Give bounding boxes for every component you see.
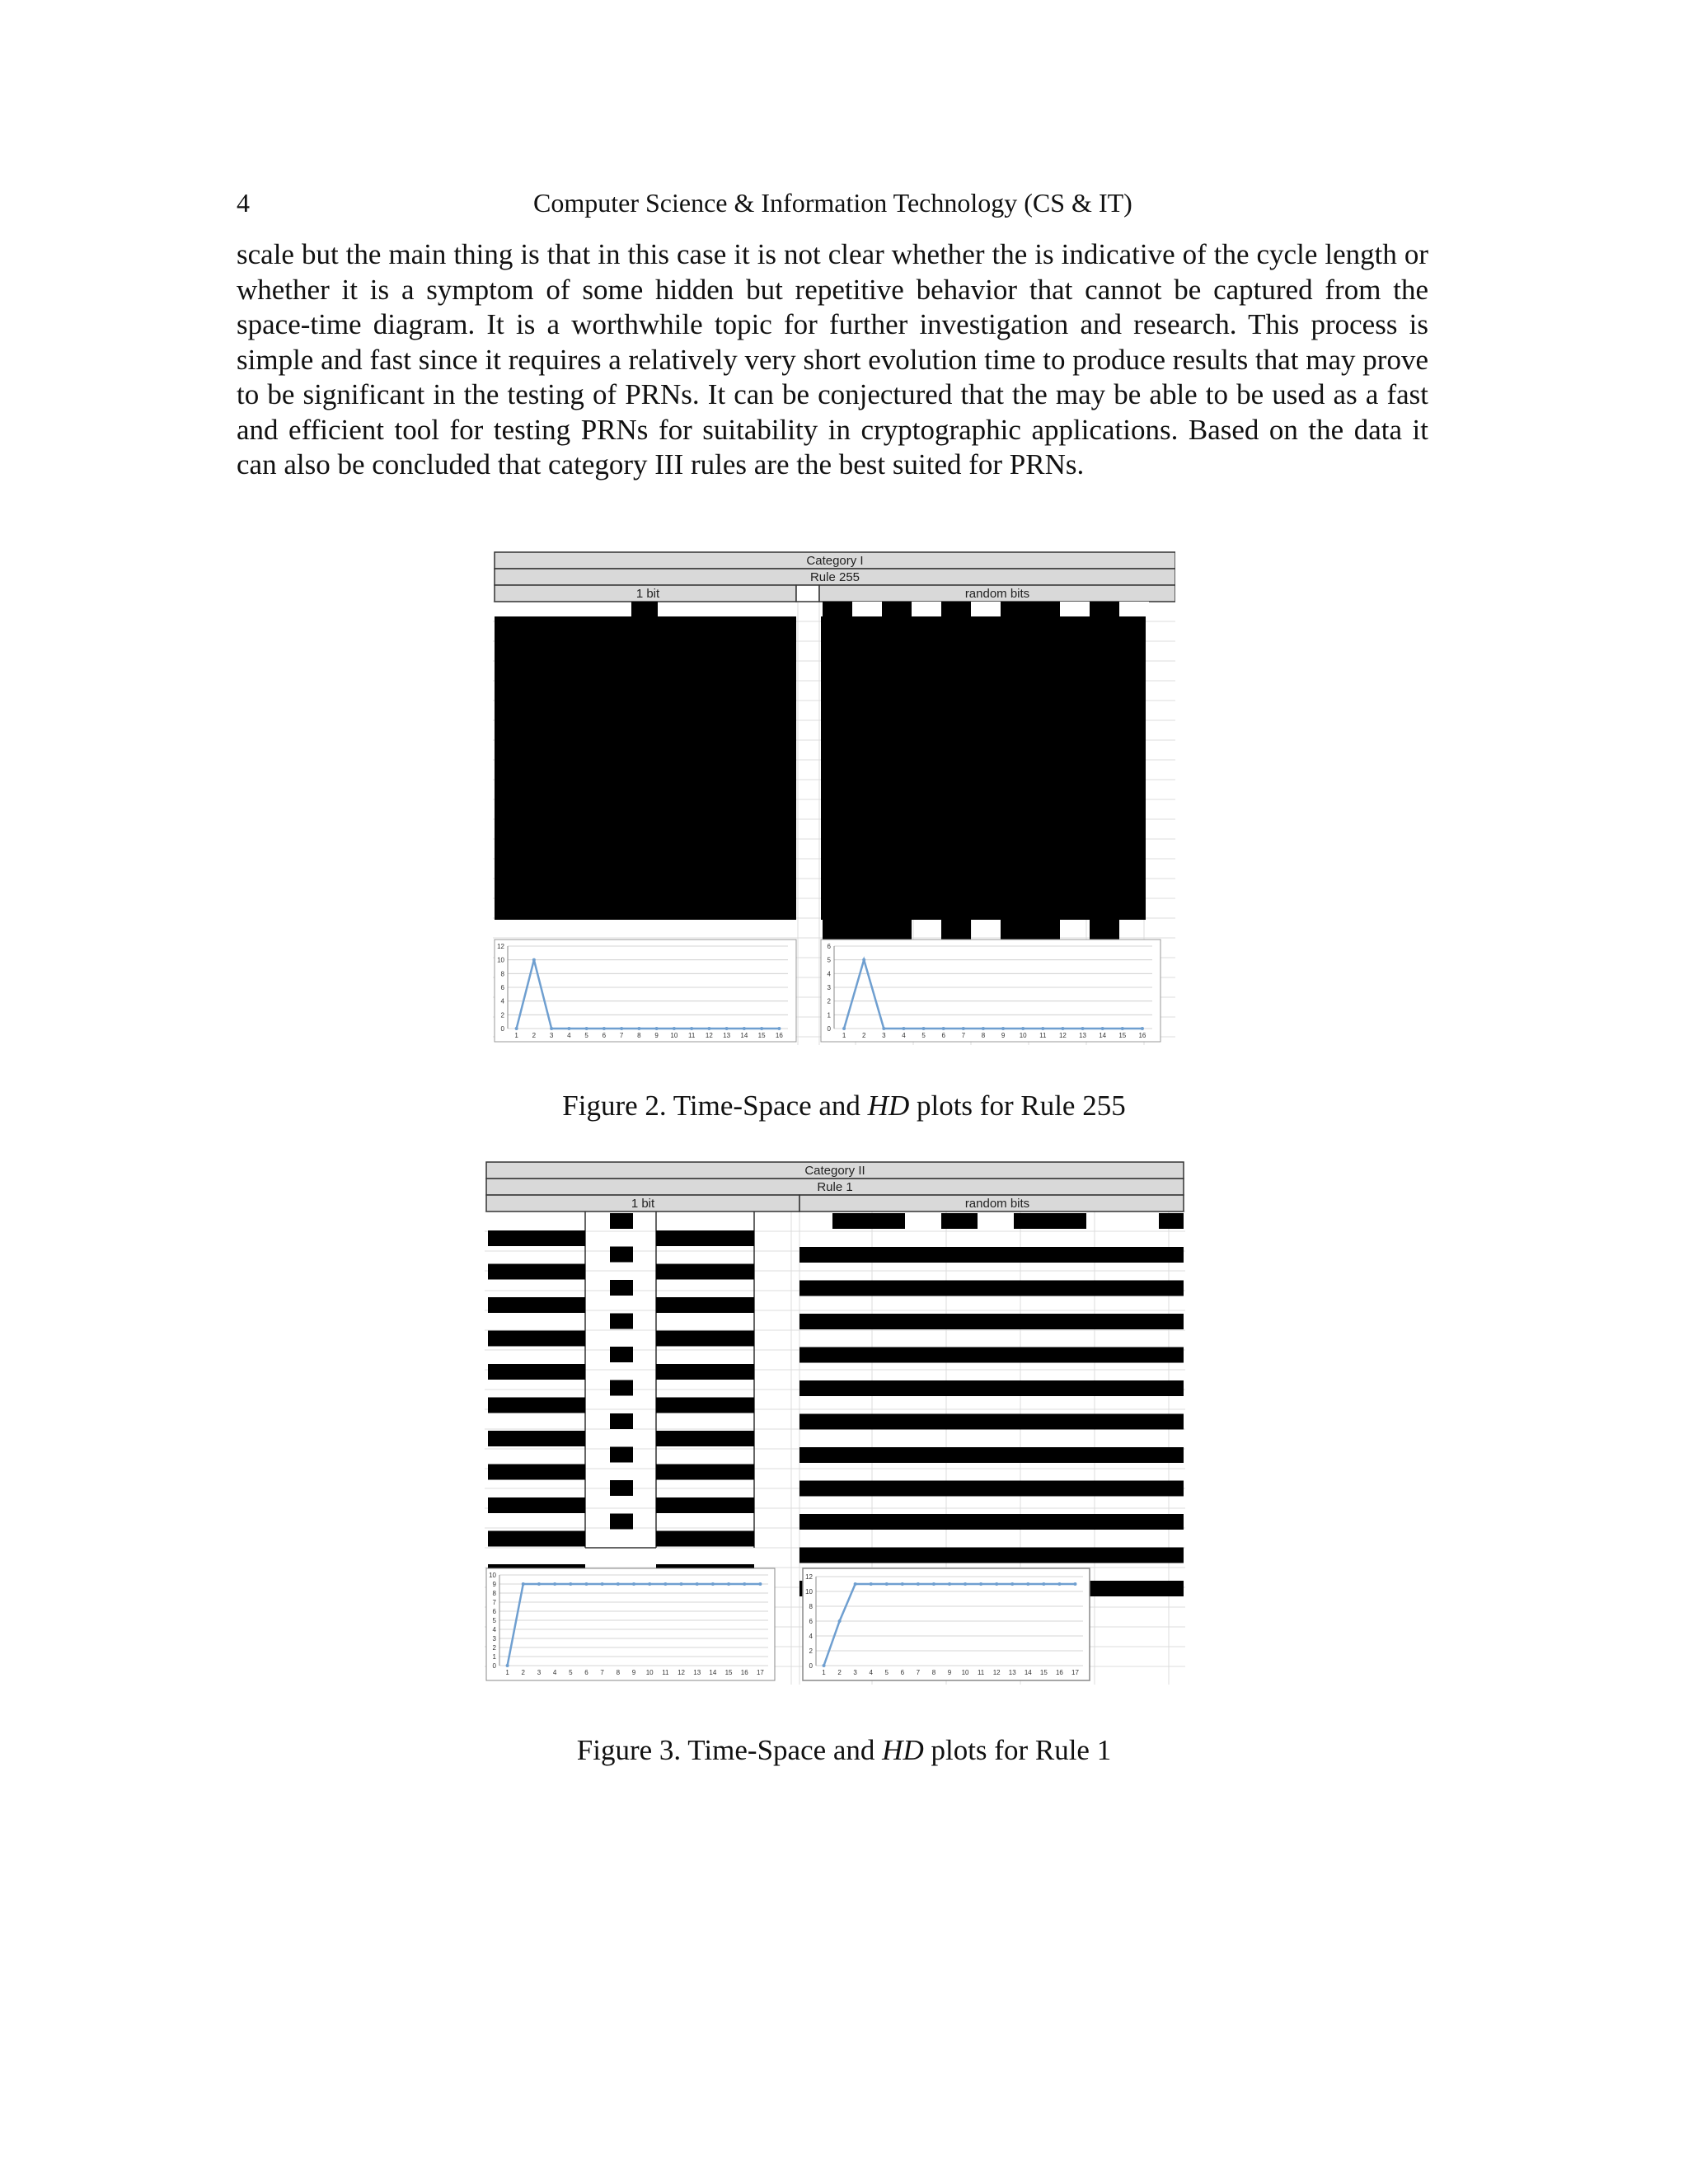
data-point [680, 1582, 683, 1586]
page-header [237, 183, 1428, 224]
data-point [758, 1582, 762, 1586]
x-tick-label: 3 [882, 1032, 886, 1039]
x-tick-label: 3 [537, 1669, 542, 1676]
data-point [777, 1027, 781, 1030]
x-tick-label: 15 [1039, 1669, 1048, 1676]
data-point [979, 1582, 982, 1586]
x-tick-label: 12 [1058, 1032, 1067, 1039]
data-point [901, 1582, 904, 1586]
x-tick-label: 12 [992, 1669, 1001, 1676]
x-tick-label: 12 [705, 1032, 713, 1039]
x-tick-label: 4 [869, 1669, 873, 1676]
x-tick-label: 13 [1079, 1032, 1087, 1039]
y-tick-label: 4 [809, 1633, 813, 1640]
data-point [1121, 1027, 1124, 1030]
data-point [725, 1027, 729, 1030]
data-point [842, 1027, 846, 1030]
y-tick-label: 3 [492, 1635, 496, 1643]
x-tick-label: 17 [1071, 1669, 1079, 1676]
y-tick-label: 5 [827, 956, 831, 964]
x-tick-label: 6 [584, 1669, 588, 1676]
x-tick-label: 15 [724, 1669, 733, 1676]
x-tick-label: 1 [822, 1669, 826, 1676]
y-tick-label: 12 [497, 943, 504, 950]
y-tick-label: 0 [809, 1662, 813, 1670]
x-tick-label: 4 [902, 1032, 906, 1039]
data-point [690, 1027, 693, 1030]
data-point [948, 1582, 951, 1586]
y-tick-label: 6 [809, 1618, 813, 1625]
data-point [584, 1582, 588, 1586]
y-tick-label: 4 [500, 997, 504, 1005]
x-tick-label: 15 [757, 1032, 766, 1039]
data-point [603, 1027, 606, 1030]
y-tick-label: 6 [827, 943, 831, 950]
data-point [838, 1619, 842, 1623]
data-point [964, 1582, 967, 1586]
y-tick-label: 8 [809, 1603, 813, 1610]
y-tick-label: 2 [500, 1011, 504, 1019]
figure-3-spacetime-left [488, 1212, 754, 1582]
figure-2-hd-chart-left-frame [495, 940, 796, 1042]
data-point [1021, 1027, 1025, 1030]
x-tick-label: 5 [569, 1669, 573, 1676]
y-tick-label: 0 [492, 1662, 496, 1670]
x-tick-label: 10 [961, 1669, 969, 1676]
x-tick-label: 11 [687, 1032, 696, 1039]
x-tick-label: 8 [931, 1669, 936, 1676]
x-tick-label: 11 [1039, 1032, 1047, 1039]
data-point [601, 1582, 604, 1586]
figure-2 [493, 551, 1175, 1047]
data-point [995, 1582, 998, 1586]
page-number: 4 [237, 188, 250, 218]
figure-3-hd-chart-left-frame [486, 1568, 775, 1680]
figure-2-right-label: random bits [964, 587, 1030, 601]
data-point [1141, 1027, 1144, 1030]
figure-3-category: Category II [804, 1164, 865, 1178]
data-point [1101, 1027, 1104, 1030]
y-tick-label: 0 [500, 1025, 504, 1033]
x-tick-label: 2 [532, 1032, 537, 1039]
x-tick-label: 5 [584, 1032, 588, 1039]
data-point [632, 1582, 635, 1586]
x-tick-label: 9 [947, 1669, 952, 1676]
figure-2-header [495, 552, 1175, 602]
figure-2-category: Category I [806, 554, 864, 568]
x-tick-label: 14 [1099, 1032, 1107, 1039]
data-point [1010, 1582, 1014, 1586]
x-tick-label: 3 [549, 1032, 554, 1039]
y-tick-label: 2 [827, 997, 831, 1005]
x-tick-label: 1 [842, 1032, 846, 1039]
data-point [663, 1582, 667, 1586]
x-tick-label: 10 [1019, 1032, 1027, 1039]
data-point [922, 1027, 926, 1030]
y-tick-label: 10 [489, 1572, 496, 1579]
data-point [1042, 1582, 1045, 1586]
x-tick-label: 9 [1001, 1032, 1006, 1039]
data-point [823, 1664, 826, 1667]
x-tick-label: 1 [505, 1669, 509, 1676]
x-tick-label: 6 [900, 1669, 905, 1676]
y-tick-label: 7 [492, 1599, 496, 1606]
data-point [515, 1027, 518, 1030]
data-point [1041, 1027, 1044, 1030]
data-point [902, 1027, 905, 1030]
data-point [942, 1027, 945, 1030]
data-point [854, 1582, 857, 1586]
x-tick-label: 2 [521, 1669, 525, 1676]
figure-3 [485, 1160, 1185, 1688]
data-point [553, 1582, 556, 1586]
x-tick-label: 2 [837, 1669, 842, 1676]
x-tick-label: 16 [775, 1032, 783, 1039]
figure-2-spacetime-left [495, 602, 796, 920]
x-tick-label: 2 [861, 1032, 866, 1039]
data-point [727, 1582, 730, 1586]
y-tick-label: 8 [500, 970, 504, 978]
data-point [760, 1027, 763, 1030]
data-point [917, 1582, 920, 1586]
data-point [870, 1582, 873, 1586]
x-tick-label: 15 [1118, 1032, 1127, 1039]
data-point [506, 1664, 509, 1667]
y-tick-label: 10 [805, 1588, 813, 1596]
figure-2-rule: Rule 255 [809, 570, 860, 584]
data-point [569, 1582, 572, 1586]
data-point [743, 1582, 746, 1586]
data-point [711, 1582, 715, 1586]
y-tick-label: 10 [497, 956, 504, 964]
data-point [617, 1582, 620, 1586]
data-point [1057, 1582, 1061, 1586]
x-tick-label: 16 [740, 1669, 748, 1676]
x-tick-label: 4 [552, 1669, 557, 1676]
x-tick-label: 10 [670, 1032, 678, 1039]
figure-3-rule: Rule 1 [817, 1180, 853, 1194]
y-tick-label: 3 [827, 984, 831, 991]
data-point [1073, 1582, 1076, 1586]
x-tick-label: 14 [740, 1032, 748, 1039]
x-tick-label: 16 [1138, 1032, 1146, 1039]
data-point [567, 1027, 570, 1030]
x-tick-label: 13 [1008, 1669, 1016, 1676]
x-tick-label: 7 [600, 1669, 604, 1676]
x-tick-label: 8 [616, 1669, 621, 1676]
y-tick-label: 12 [805, 1573, 813, 1581]
x-tick-label: 3 [853, 1669, 857, 1676]
y-tick-label: 8 [492, 1590, 496, 1597]
y-tick-label: 9 [492, 1581, 496, 1588]
data-point [882, 1027, 885, 1030]
figure-3-left-label: 1 bit [631, 1197, 655, 1211]
y-tick-label: 2 [492, 1644, 496, 1652]
data-point [522, 1582, 525, 1586]
x-tick-label: 7 [961, 1032, 966, 1039]
y-tick-label: 2 [809, 1647, 813, 1655]
x-tick-label: 8 [637, 1032, 641, 1039]
body-paragraph: scale but the main thing is that in this case it is not clear whether the is indicative of the cycle length or whether it is a symptom of some hidden but repetitive behavior that cannot be captured from the space-time diagram. It is a worthwhile topic for further investigation and research. This process is simple and fast since it requires a relatively very short evolution time to produce results that may prove to be significant in the testing of PRNs. It can be conjectured that the may be able to be used as a fast and efficient tool for testing PRNs for suitability in cryptographic applications. Based on the data it can also be concluded that category III rules are the best suited for PRNs. [237, 238, 1428, 480]
y-tick-label: 5 [492, 1617, 496, 1624]
x-tick-label: 6 [602, 1032, 607, 1039]
data-point [1081, 1027, 1085, 1030]
x-tick-label: 9 [654, 1032, 659, 1039]
data-point [743, 1027, 746, 1030]
x-tick-label: 1 [514, 1032, 518, 1039]
x-tick-label: 14 [1024, 1669, 1032, 1676]
x-tick-label: 13 [693, 1669, 701, 1676]
x-tick-label: 5 [921, 1032, 926, 1039]
y-tick-label: 4 [492, 1626, 496, 1633]
x-tick-label: 5 [884, 1669, 889, 1676]
data-point [648, 1582, 651, 1586]
data-point [862, 958, 865, 962]
y-tick-label: 1 [827, 1011, 831, 1019]
x-tick-label: 13 [723, 1032, 731, 1039]
data-point [655, 1027, 659, 1030]
data-point [885, 1582, 889, 1586]
data-point [585, 1027, 588, 1030]
data-point [673, 1027, 676, 1030]
x-tick-label: 6 [941, 1032, 945, 1039]
data-point [1026, 1582, 1029, 1586]
data-point [537, 1582, 541, 1586]
data-point [532, 958, 536, 962]
data-point [707, 1027, 710, 1030]
figure-3-hd-chart-right-frame [803, 1568, 1090, 1680]
data-point [637, 1027, 640, 1030]
x-tick-label: 7 [619, 1032, 624, 1039]
y-tick-label: 6 [500, 984, 504, 991]
data-point [696, 1582, 699, 1586]
data-point [620, 1027, 623, 1030]
data-point [1001, 1027, 1005, 1030]
x-tick-label: 11 [977, 1669, 985, 1676]
x-tick-label: 9 [631, 1669, 636, 1676]
figure-3-right-label: random bits [964, 1197, 1030, 1211]
x-tick-label: 16 [1055, 1669, 1063, 1676]
x-tick-label: 14 [709, 1669, 717, 1676]
x-tick-label: 7 [916, 1669, 921, 1676]
x-tick-label: 12 [678, 1669, 685, 1676]
data-point [982, 1027, 985, 1030]
y-tick-label: 1 [492, 1653, 496, 1661]
figure-3-caption: Figure 3. Time-Space and HD plots for Rule 1 [576, 1734, 1112, 1766]
data-point [550, 1027, 553, 1030]
figure-2-caption: Figure 2. Time-Space and HD plots for Rule 255 [562, 1090, 1126, 1122]
data-point [962, 1027, 965, 1030]
figure-3-header [486, 1162, 1184, 1212]
y-tick-label: 0 [827, 1025, 831, 1033]
y-tick-label: 4 [827, 970, 831, 978]
x-tick-label: 8 [981, 1032, 986, 1039]
x-tick-label: 4 [567, 1032, 571, 1039]
x-tick-label: 17 [756, 1669, 764, 1676]
y-tick-label: 6 [492, 1608, 496, 1615]
figure-2-left-label: 1 bit [635, 587, 660, 601]
body-text [237, 237, 1428, 483]
running-title: Computer Science & Information Technology (CS & IT) [533, 188, 1132, 218]
data-point [1061, 1027, 1064, 1030]
x-tick-label: 10 [645, 1669, 654, 1676]
figure-2-spacetime-right [821, 602, 1149, 944]
data-point [932, 1582, 935, 1586]
x-tick-label: 11 [662, 1669, 669, 1676]
